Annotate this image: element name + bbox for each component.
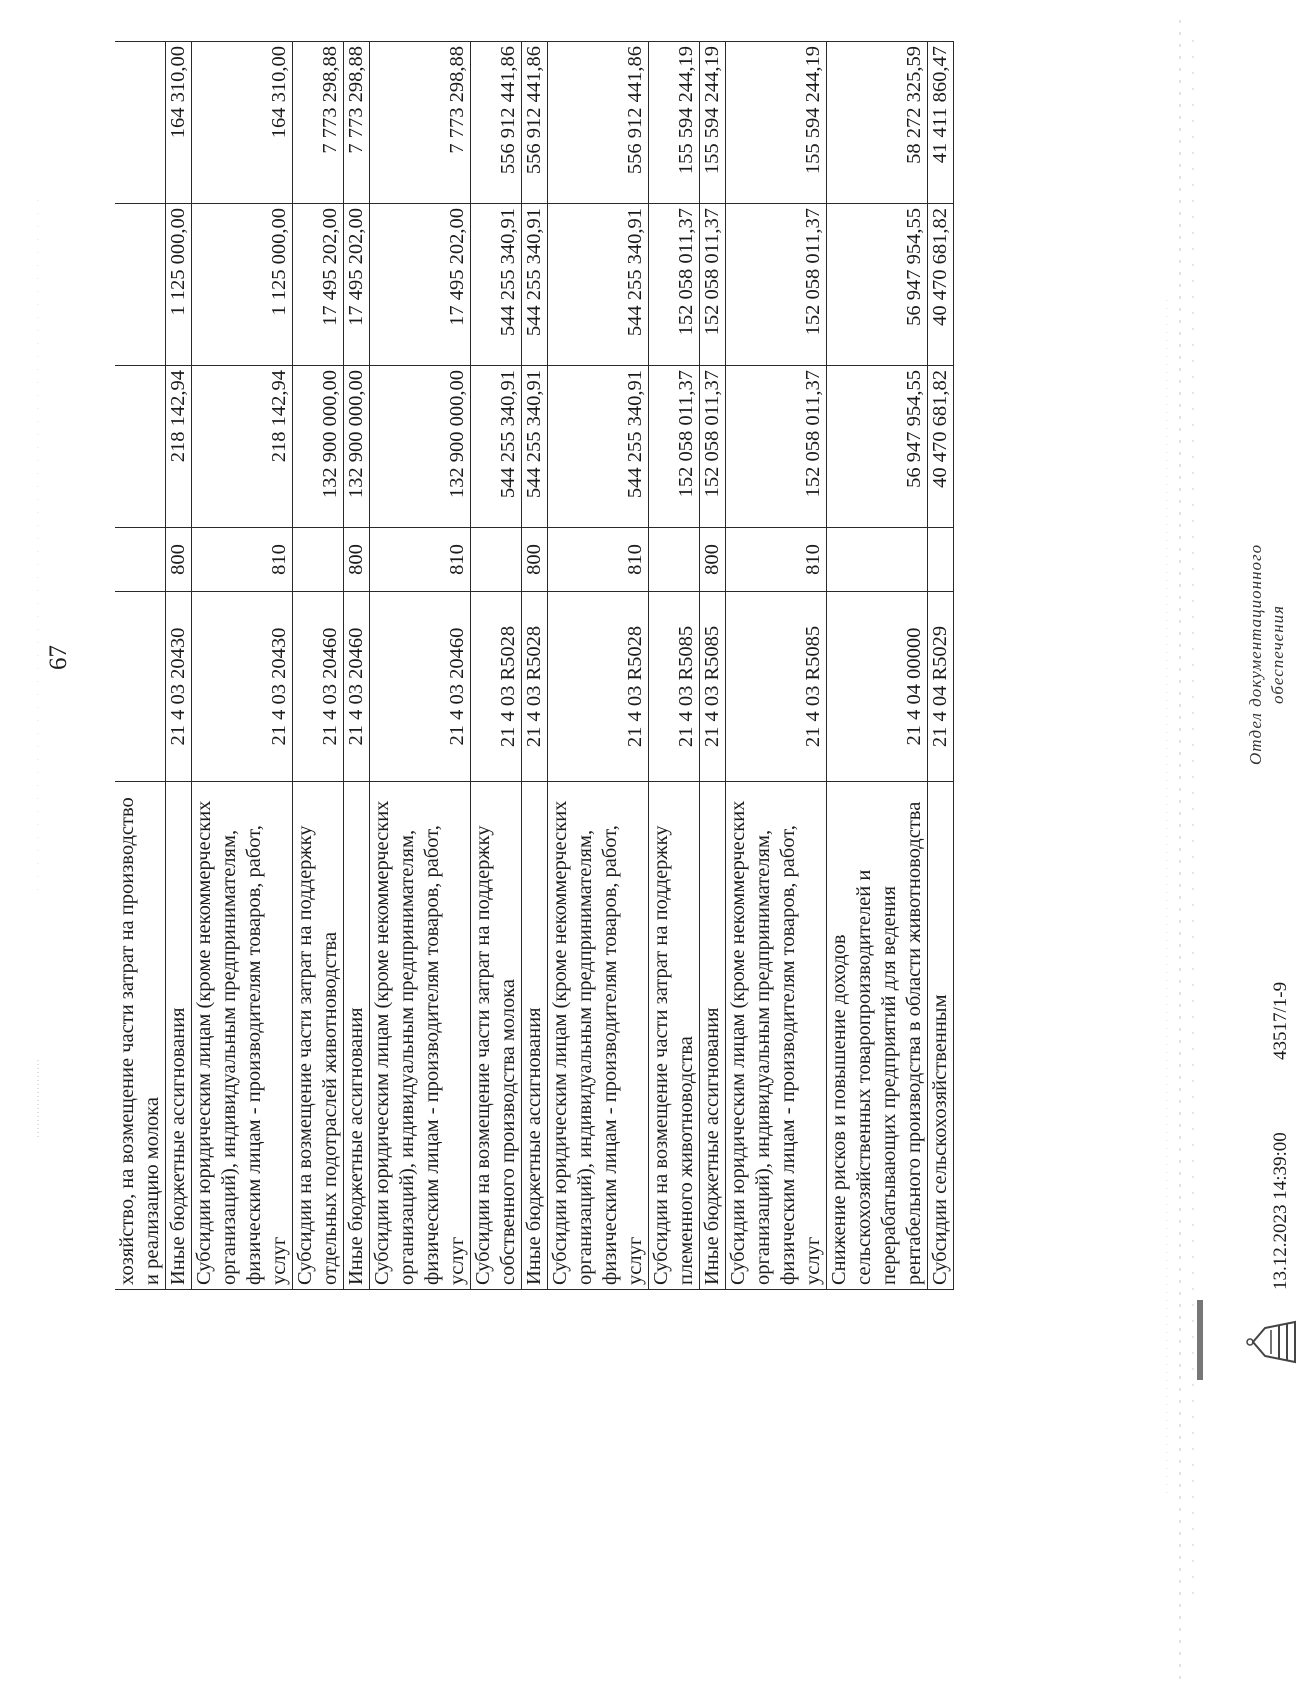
table-row <box>293 42 344 1290</box>
row-value-2 <box>115 204 166 366</box>
row-code: 21 4 03 20430 <box>192 592 293 782</box>
table-row <box>115 42 166 1290</box>
row-value-3: 155 594 244,19 <box>649 42 700 204</box>
table-row <box>700 42 726 1290</box>
row-code: 21 4 03 R5028 <box>522 592 548 782</box>
row-name: Иные бюджетные ассигнования <box>522 782 548 1290</box>
row-code: 21 4 03 20430 <box>166 592 192 782</box>
row-expense-type: 810 <box>370 528 471 592</box>
rotated-page <box>45 0 1291 1290</box>
row-code: 21 4 03 20460 <box>344 592 370 782</box>
table-row <box>344 42 370 1290</box>
row-name: Иные бюджетные ассигнования <box>344 782 370 1290</box>
row-value-3: 556 912 441,86 <box>548 42 649 204</box>
row-value-2: 56 947 954,55 <box>827 204 928 366</box>
table-row <box>649 42 700 1290</box>
table-row <box>370 42 471 1290</box>
row-value-2: 544 255 340,91 <box>522 204 548 366</box>
row-expense-type: 810 <box>192 528 293 592</box>
row-name: Субсидии юридическим лицам (кроме некоммерческих организаций), индивидуальным предпринимателям, физическим лицам - производителям товаров, работ, услуг <box>192 782 293 1290</box>
row-expense-type <box>928 528 954 592</box>
row-value-3: 7 773 298,88 <box>370 42 471 204</box>
row-value-3: 7 773 298,88 <box>293 42 344 204</box>
table-row <box>522 42 548 1290</box>
stamp-line-2: обеспечения <box>1268 604 1287 704</box>
row-value-2: 17 495 202,00 <box>344 204 370 366</box>
row-expense-type: 800 <box>522 528 548 592</box>
row-expense-type: 800 <box>700 528 726 592</box>
row-value-1: 56 947 954,55 <box>827 366 928 528</box>
row-value-1: 152 058 011,37 <box>649 366 700 528</box>
row-value-1: 40 470 681,82 <box>928 366 954 528</box>
row-value-1: 218 142,94 <box>166 366 192 528</box>
row-value-3: 556 912 441,86 <box>471 42 522 204</box>
scan-left-marks <box>0 0 70 1695</box>
row-name: хозяйство, на возмещение части затрат на производство и реализацию молока <box>115 782 166 1290</box>
page-number: 67 <box>45 645 72 670</box>
footer-date: 13.12.2023 14:39:00 <box>1270 1132 1291 1290</box>
footer-doc-id: 43517/1-9 <box>1270 981 1291 1060</box>
row-name: Субсидии на возмещение части затрат на поддержку отдельных подотраслей животноводства <box>293 782 344 1290</box>
row-expense-type <box>649 528 700 592</box>
row-expense-type <box>827 528 928 592</box>
row-name: Субсидии на возмещение части затрат на поддержку племенного животноводства <box>649 782 700 1290</box>
row-value-1 <box>115 366 166 528</box>
row-code: 21 4 03 R5085 <box>649 592 700 782</box>
row-expense-type <box>293 528 344 592</box>
table-row <box>726 42 827 1290</box>
row-expense-type: 800 <box>166 528 192 592</box>
row-expense-type <box>471 528 522 592</box>
row-name: Иные бюджетные ассигнования <box>166 782 192 1290</box>
row-name: Субсидии юридическим лицам (кроме некоммерческих организаций), индивидуальным предпринимателям, физическим лицам - производителям товаров, работ, услуг <box>548 782 649 1290</box>
row-name: Иные бюджетные ассигнования <box>700 782 726 1290</box>
table-row <box>548 42 649 1290</box>
row-value-2: 1 125 000,00 <box>166 204 192 366</box>
row-name: Снижение рисков и повышение доходов сельскохозяйственных товаропроизводителей и перерабатывающих предприятий для ведения рентабельного производства в области животноводства <box>827 782 928 1290</box>
row-expense-type <box>115 528 166 592</box>
row-code: 21 4 03 20460 <box>370 592 471 782</box>
table-row <box>471 42 522 1290</box>
row-code <box>115 592 166 782</box>
row-value-3: 155 594 244,19 <box>700 42 726 204</box>
row-value-2: 17 495 202,00 <box>293 204 344 366</box>
row-value-2: 1 125 000,00 <box>192 204 293 366</box>
row-code: 21 4 04 R5029 <box>928 592 954 782</box>
row-value-3: 164 310,00 <box>166 42 192 204</box>
row-value-1: 152 058 011,37 <box>726 366 827 528</box>
row-value-1: 132 900 000,00 <box>370 366 471 528</box>
row-value-2: 17 495 202,00 <box>370 204 471 366</box>
row-value-1: 544 255 340,91 <box>522 366 548 528</box>
row-value-3: 58 272 325,59 <box>827 42 928 204</box>
row-name: Субсидии юридическим лицам (кроме некоммерческих организаций), индивидуальным предпринимателям, физическим лицам - производителям товаров, работ, услуг <box>370 782 471 1290</box>
row-value-1: 544 255 340,91 <box>548 366 649 528</box>
row-code: 21 4 03 20460 <box>293 592 344 782</box>
row-value-3 <box>115 42 166 204</box>
row-value-3: 556 912 441,86 <box>522 42 548 204</box>
table-row <box>166 42 192 1290</box>
row-value-3: 7 773 298,88 <box>344 42 370 204</box>
row-code: 21 4 03 R5028 <box>548 592 649 782</box>
row-value-3: 164 310,00 <box>192 42 293 204</box>
row-value-1: 152 058 011,37 <box>700 366 726 528</box>
row-code: 21 4 03 R5028 <box>471 592 522 782</box>
table-row <box>928 42 954 1290</box>
row-name: Субсидии сельскохозяйственным <box>928 782 954 1290</box>
row-name: Субсидии юридическим лицам (кроме некоммерческих организаций), индивидуальным предпринимателям, физическим лицам - производителям товаров, работ, услуг <box>726 782 827 1290</box>
row-value-2: 152 058 011,37 <box>649 204 700 366</box>
row-code: 21 4 04 00000 <box>827 592 928 782</box>
emblem-logo <box>1245 1316 1299 1368</box>
department-stamp <box>1245 544 1289 765</box>
stamp-line-1: Отдел документационного <box>1246 543 1265 765</box>
table-row <box>192 42 293 1290</box>
row-value-2: 40 470 681,82 <box>928 204 954 366</box>
row-expense-type: 810 <box>726 528 827 592</box>
table-row <box>827 42 928 1290</box>
row-code: 21 4 03 R5085 <box>700 592 726 782</box>
row-value-2: 544 255 340,91 <box>548 204 649 366</box>
row-expense-type: 800 <box>344 528 370 592</box>
row-value-2: 544 255 340,91 <box>471 204 522 366</box>
row-name: Субсидии на возмещение части затрат на поддержку собственного производства молока <box>471 782 522 1290</box>
row-value-3: 155 594 244,19 <box>726 42 827 204</box>
row-value-3: 41 411 860,47 <box>928 42 954 204</box>
budget-table <box>115 41 954 1290</box>
row-value-1: 544 255 340,91 <box>471 366 522 528</box>
row-value-1: 132 900 000,00 <box>293 366 344 528</box>
row-value-2: 152 058 011,37 <box>726 204 827 366</box>
row-value-1: 132 900 000,00 <box>344 366 370 528</box>
row-value-2: 152 058 011,37 <box>700 204 726 366</box>
row-expense-type: 810 <box>548 528 649 592</box>
row-value-1: 218 142,94 <box>192 366 293 528</box>
row-code: 21 4 03 R5085 <box>726 592 827 782</box>
